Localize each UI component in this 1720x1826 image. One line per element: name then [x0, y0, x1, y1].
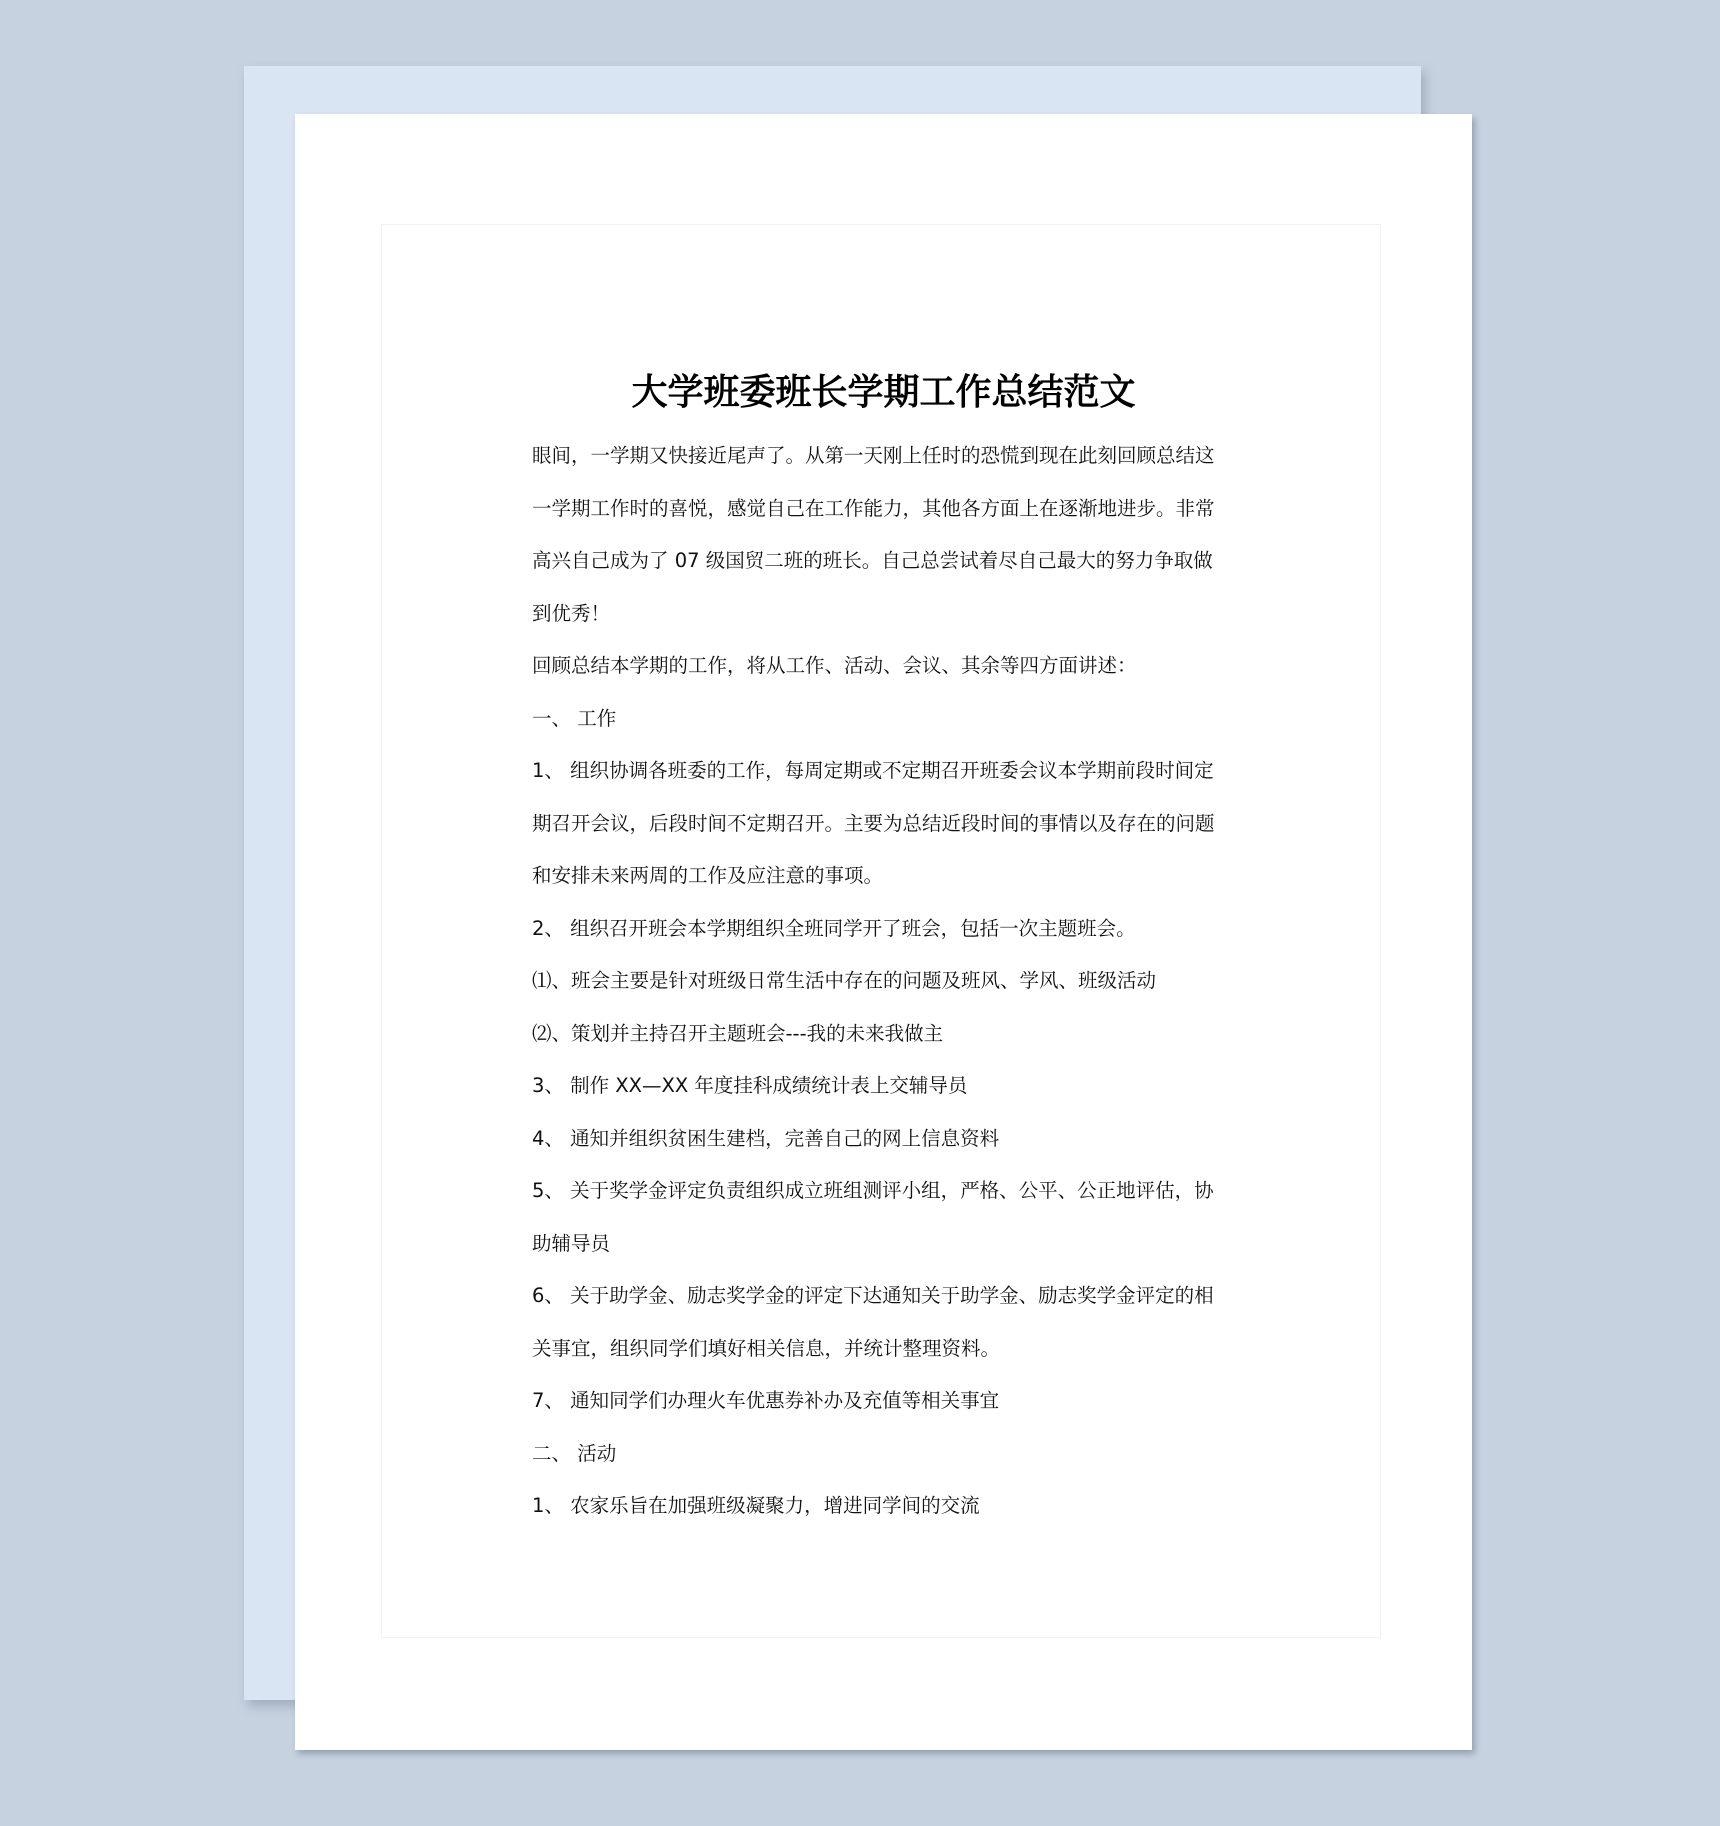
section-heading-work: 一、 工作 — [532, 706, 617, 730]
paragraph-line: 眼间，一学期又快接近尾声了。从第一天刚上任时的恐慌到现在此刻回顾总结这 — [532, 444, 1215, 467]
document-page — [295, 114, 1472, 1750]
paragraph-line: 一学期工作时的喜悦，感觉自己在工作能力，其他各方面上在逐渐地进步。非常 — [532, 496, 1215, 520]
list-item: 2、 组织召开班会本学期组织全班同学开了班会，包括一次主题班会。 — [532, 916, 1136, 940]
list-item: 3、 制作 XX—XX 年度挂科成绩统计表上交辅导员 — [532, 1074, 968, 1097]
paragraph-line: 到优秀！ — [532, 601, 611, 625]
paragraph-line: 关事宜，组织同学们填好相关信息，并统计整理资料。 — [532, 1336, 1001, 1360]
paragraph-line: 期召开会议，后段时间不定期召开。主要为总结近段时间的事情以及存在的问题 — [532, 811, 1215, 835]
document-body — [532, 430, 1237, 1533]
sub-list-item: ⑵、策划并主持召开主题班会---我的未来我做主 — [532, 1021, 944, 1045]
section-heading-activities: 二、 活动 — [532, 1441, 617, 1465]
list-item: 7、 通知同学们办理火车优惠券补办及充值等相关事宜 — [532, 1389, 1000, 1412]
list-item: 5、 关于奖学金评定负责组织成立班组测评小组，严格、公平、公正地评估，协 — [532, 1179, 1214, 1202]
list-item: 6、 关于助学金、励志奖学金的评定下达通知关于助学金、励志奖学金评定的相 — [532, 1284, 1214, 1307]
sub-list-item: ⑴、班会主要是针对班级日常生活中存在的问题及班风、学风、班级活动 — [532, 969, 1157, 992]
list-item: 4、 通知并组织贫困生建档，完善自己的网上信息资料 — [532, 1126, 1000, 1150]
paragraph-line: 回顾总结本学期的工作，将从工作、活动、会议、其余等四方面讲述： — [532, 654, 1137, 677]
paragraph-line: 助辅导员 — [532, 1231, 611, 1255]
list-item: 1、 农家乐旨在加强班级凝聚力，增进同学间的交流 — [532, 1494, 980, 1517]
paragraph-line: 和安排未来两周的工作及应注意的事项。 — [532, 864, 884, 887]
document-title: 大学班委班长学期工作总结范文 — [631, 372, 1136, 413]
paragraph-line: 高兴自己成为了 07 级国贸二班的班长。自己总尝试着尽自己最大的努力争取做 — [532, 549, 1213, 572]
list-item: 1、 组织协调各班委的工作，每周定期或不定期召开班委会议本学期前段时间定 — [532, 759, 1214, 782]
